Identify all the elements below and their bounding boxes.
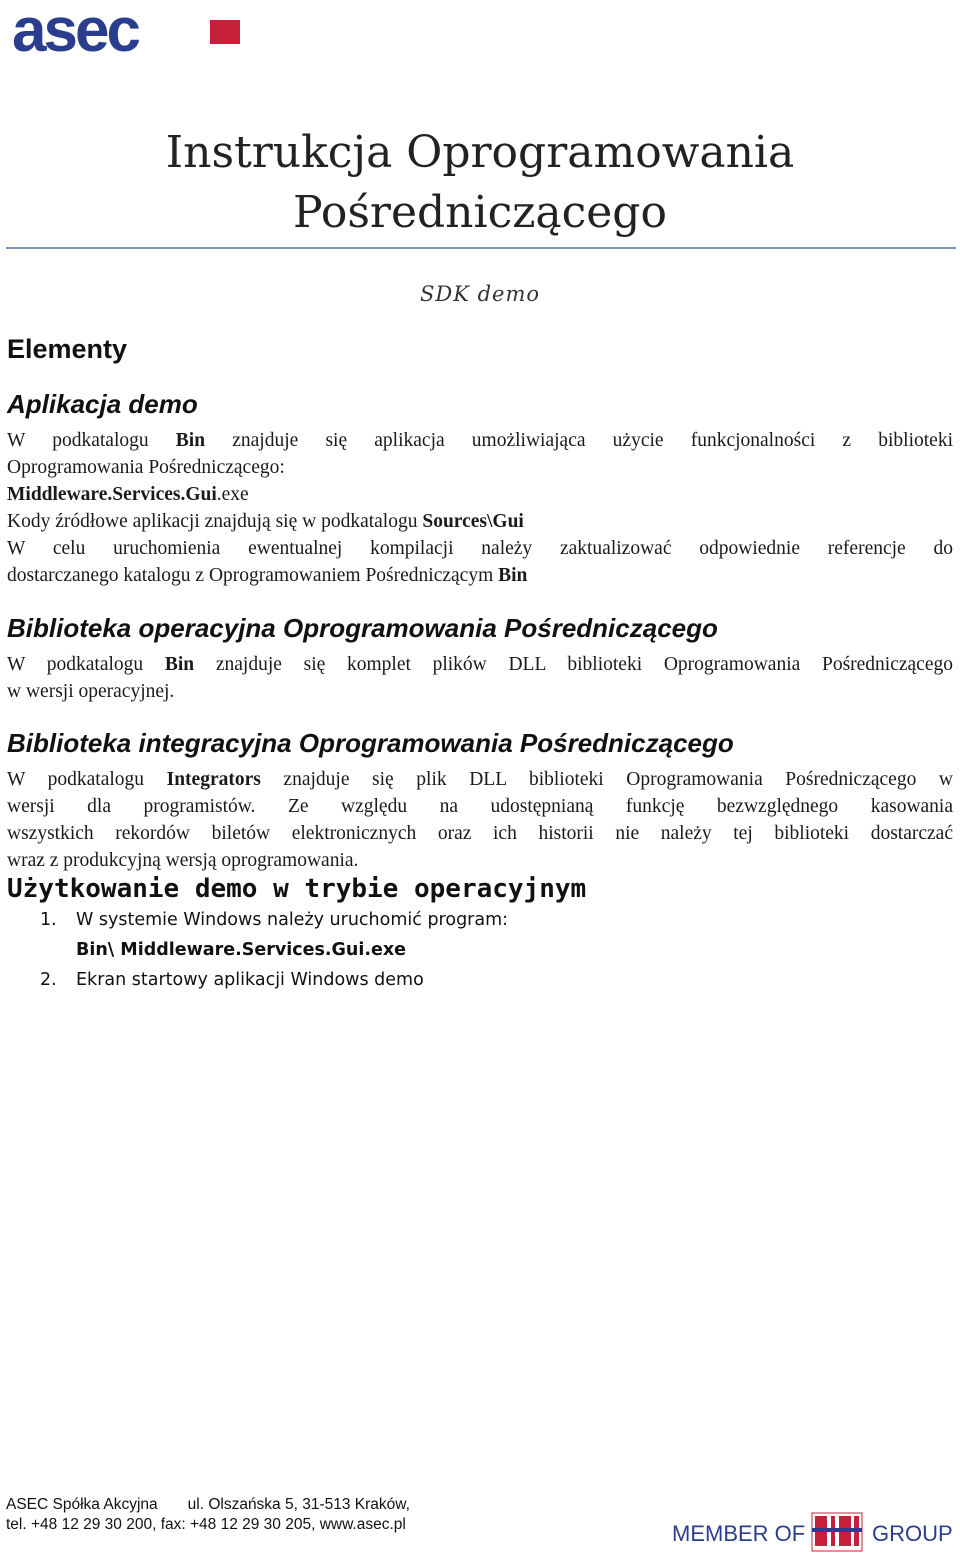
paragraph-biblioteka-integracyjna bbox=[7, 766, 953, 874]
footer-contact bbox=[6, 1495, 410, 1535]
text-line: W podkatalogu Bin znajduje się aplikacja umożliwiająca użycie funkcjonalności z biblioteki bbox=[7, 430, 953, 451]
asec-logo bbox=[12, 8, 242, 54]
text-line: w wersji operacyjnej. bbox=[7, 681, 175, 702]
logo-text: asec bbox=[12, 8, 138, 54]
heading-biblioteka-integracyjna: Biblioteka integracyjna Oprogramowania Pośredniczącego bbox=[7, 728, 734, 758]
text-line: W celu uruchomienia ewentualnej kompilacji należy zaktualizować odpowiednie referencje do bbox=[7, 538, 953, 559]
title-line-2: Pośredniczącego bbox=[293, 187, 667, 238]
heading-biblioteka-operacyjna: Biblioteka operacyjna Oprogramowania Pośredniczącego bbox=[7, 613, 718, 643]
text-line: wraz z produkcyjną wersją oprogramowania. bbox=[7, 850, 359, 871]
document-title bbox=[0, 123, 960, 243]
text-line: wszystkich rekordów biletów elektronicznych oraz ich historii nie należy tej biblioteki dostarczać bbox=[7, 823, 953, 844]
text-line: Middleware.Services.Gui.exe bbox=[7, 484, 249, 505]
text-line: Kody źródłowe aplikacji znajdują się w podkatalogu Sources\Gui bbox=[7, 511, 524, 532]
group-emblem-icon bbox=[812, 1513, 862, 1551]
text-line: W podkatalogu Integrators znajduje się plik DLL biblioteki Oprogramowania Pośredniczącego w bbox=[7, 769, 953, 790]
list-item-subtext bbox=[40, 935, 508, 965]
list-item bbox=[40, 905, 508, 935]
program-path: Bin\ Middleware.Services.Gui.exe bbox=[76, 940, 407, 960]
text-line: dostarczanego katalogu z Oprogramowaniem Pośredniczącym Bin bbox=[7, 565, 528, 586]
company-name: ASEC Spółka Akcyjna bbox=[6, 1496, 158, 1513]
footer-line-1 bbox=[6, 1495, 410, 1515]
steps-list bbox=[40, 905, 508, 995]
list-number: 2. bbox=[40, 970, 57, 990]
list-number: 1. bbox=[40, 910, 57, 930]
heading-elementy: Elementy bbox=[7, 334, 128, 364]
text-line: wersji dla programistów. Ze względu na udostępnianą funkcję bezwzględnego kasowania bbox=[7, 796, 953, 817]
title-line-1: Instrukcja Oprogramowania bbox=[165, 127, 795, 178]
title-divider bbox=[6, 247, 956, 249]
member-of-text: MEMBER OF bbox=[672, 1521, 806, 1546]
document-subtitle: SDK demo bbox=[419, 282, 540, 306]
logo-accent-block bbox=[210, 20, 240, 44]
footer-line-2: tel. +48 12 29 30 200, fax: +48 12 29 30 205, www.asec.pl bbox=[6, 1516, 406, 1533]
paragraph-aplikacja-demo bbox=[7, 427, 953, 589]
text-line: Oprogramowania Pośredniczącego: bbox=[7, 457, 285, 478]
text-line: W podkatalogu Bin znajduje się komplet plików DLL biblioteki Oprogramowania Pośredniczącego bbox=[7, 654, 953, 675]
heading-aplikacja-demo: Aplikacja demo bbox=[7, 389, 198, 419]
heading-uzytkowanie-demo: Użytkowanie demo w trybie operacyjnym bbox=[7, 874, 587, 904]
group-text: GROUP bbox=[872, 1521, 953, 1546]
member-of-group-logo bbox=[672, 1510, 957, 1555]
list-item-text: Ekran startowy aplikacji Windows demo bbox=[76, 970, 424, 990]
company-address: ul. Olszańska 5, 31-513 Kraków, bbox=[187, 1496, 410, 1513]
list-item-text: W systemie Windows należy uruchomić program: bbox=[76, 910, 509, 930]
list-item bbox=[40, 965, 508, 995]
paragraph-biblioteka-operacyjna bbox=[7, 651, 953, 705]
